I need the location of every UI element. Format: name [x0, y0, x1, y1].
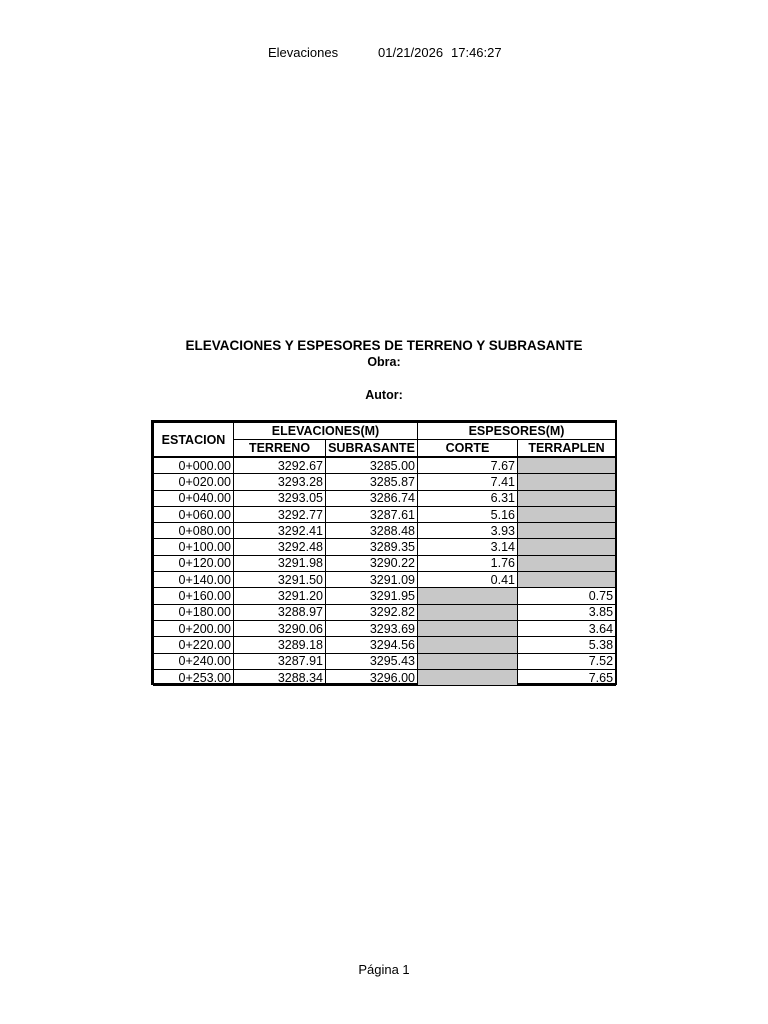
cell-corte: 0.41: [418, 572, 518, 588]
cell-terreno: 3292.77: [234, 506, 326, 522]
header-terraplen: TERRAPLEN: [518, 440, 616, 458]
cell-corte: 3.93: [418, 523, 518, 539]
header-date: 01/21/2026: [378, 45, 444, 60]
obra-label: Obra:: [367, 355, 401, 369]
cell-corte: [418, 653, 518, 669]
cell-terreno: 3287.91: [234, 653, 326, 669]
cell-estacion: 0+040.00: [154, 490, 234, 506]
cell-subrasante: 3291.95: [326, 588, 418, 604]
cell-terraplen: 0.75: [518, 588, 616, 604]
cell-terraplen: 3.85: [518, 604, 616, 620]
page-footer: Página 1: [358, 962, 410, 977]
cell-terraplen: 7.65: [518, 669, 616, 685]
cell-subrasante: 3296.00: [326, 669, 418, 685]
table-row: [154, 457, 616, 474]
cell-terraplen: 3.64: [518, 620, 616, 636]
cell-subrasante: 3291.09: [326, 572, 418, 588]
cell-corte: 7.41: [418, 474, 518, 490]
cell-corte: 6.31: [418, 490, 518, 506]
cell-subrasante: 3286.74: [326, 490, 418, 506]
cell-terraplen: [518, 506, 616, 522]
cell-terraplen: 5.38: [518, 637, 616, 653]
table-row: [154, 637, 616, 653]
cell-subrasante: 3285.00: [326, 457, 418, 474]
header-terreno: TERRENO: [234, 440, 326, 458]
cell-corte: 3.14: [418, 539, 518, 555]
cell-corte: [418, 588, 518, 604]
table-row: [154, 572, 616, 588]
cell-terraplen: [518, 457, 616, 474]
cell-terreno: 3288.97: [234, 604, 326, 620]
table-row: [154, 490, 616, 506]
cell-subrasante: 3289.35: [326, 539, 418, 555]
cell-estacion: 0+000.00: [154, 457, 234, 474]
cell-terraplen: [518, 555, 616, 571]
cell-corte: 1.76: [418, 555, 518, 571]
cell-estacion: 0+020.00: [154, 474, 234, 490]
cell-estacion: 0+240.00: [154, 653, 234, 669]
cell-terraplen: [518, 572, 616, 588]
table-row: [154, 523, 616, 539]
elevations-table: [151, 420, 617, 685]
cell-estacion: 0+253.00: [154, 669, 234, 685]
table-row: [154, 604, 616, 620]
cell-estacion: 0+220.00: [154, 637, 234, 653]
header-subrasante: SUBRASANTE: [326, 440, 418, 458]
cell-subrasante: 3285.87: [326, 474, 418, 490]
cell-subrasante: 3293.69: [326, 620, 418, 636]
cell-subrasante: 3295.43: [326, 653, 418, 669]
cell-terraplen: 7.52: [518, 653, 616, 669]
cell-estacion: 0+200.00: [154, 620, 234, 636]
header-espesores: ESPESORES(M): [418, 423, 616, 440]
cell-subrasante: 3288.48: [326, 523, 418, 539]
cell-subrasante: 3292.82: [326, 604, 418, 620]
document-title: ELEVACIONES Y ESPESORES DE TERRENO Y SUBRASANTE: [185, 338, 583, 353]
cell-terreno: 3291.20: [234, 588, 326, 604]
cell-estacion: 0+140.00: [154, 572, 234, 588]
cell-estacion: 0+080.00: [154, 523, 234, 539]
cell-corte: 7.67: [418, 457, 518, 474]
cell-terreno: 3292.67: [234, 457, 326, 474]
cell-corte: [418, 669, 518, 685]
header-corte: CORTE: [418, 440, 518, 458]
table-row: [154, 506, 616, 522]
table-row: [154, 620, 616, 636]
cell-terraplen: [518, 539, 616, 555]
cell-terreno: 3291.98: [234, 555, 326, 571]
cell-corte: [418, 637, 518, 653]
table-row: [154, 653, 616, 669]
cell-terreno: 3293.28: [234, 474, 326, 490]
cell-terreno: 3290.06: [234, 620, 326, 636]
autor-label: Autor:: [365, 388, 403, 402]
cell-terreno: 3289.18: [234, 637, 326, 653]
cell-subrasante: 3287.61: [326, 506, 418, 522]
cell-subrasante: 3294.56: [326, 637, 418, 653]
cell-terreno: 3292.41: [234, 523, 326, 539]
cell-estacion: 0+180.00: [154, 604, 234, 620]
cell-corte: [418, 620, 518, 636]
cell-terraplen: [518, 490, 616, 506]
cell-corte: 5.16: [418, 506, 518, 522]
cell-terraplen: [518, 523, 616, 539]
table-row: [154, 588, 616, 604]
cell-estacion: 0+120.00: [154, 555, 234, 571]
table-row: [154, 555, 616, 571]
header-time: 17:46:27: [451, 45, 502, 60]
cell-subrasante: 3290.22: [326, 555, 418, 571]
table-row: [154, 669, 616, 685]
cell-terreno: 3292.48: [234, 539, 326, 555]
cell-estacion: 0+160.00: [154, 588, 234, 604]
table-row: [154, 539, 616, 555]
table-row: [154, 474, 616, 490]
header-estacion: ESTACION: [154, 423, 234, 458]
header-title: Elevaciones: [268, 45, 339, 60]
cell-terreno: 3288.34: [234, 669, 326, 685]
cell-estacion: 0+100.00: [154, 539, 234, 555]
cell-corte: [418, 604, 518, 620]
table-body: [154, 457, 616, 686]
cell-terraplen: [518, 474, 616, 490]
cell-terreno: 3291.50: [234, 572, 326, 588]
cell-estacion: 0+060.00: [154, 506, 234, 522]
cell-terreno: 3293.05: [234, 490, 326, 506]
header-elevaciones: ELEVACIONES(M): [234, 423, 418, 440]
